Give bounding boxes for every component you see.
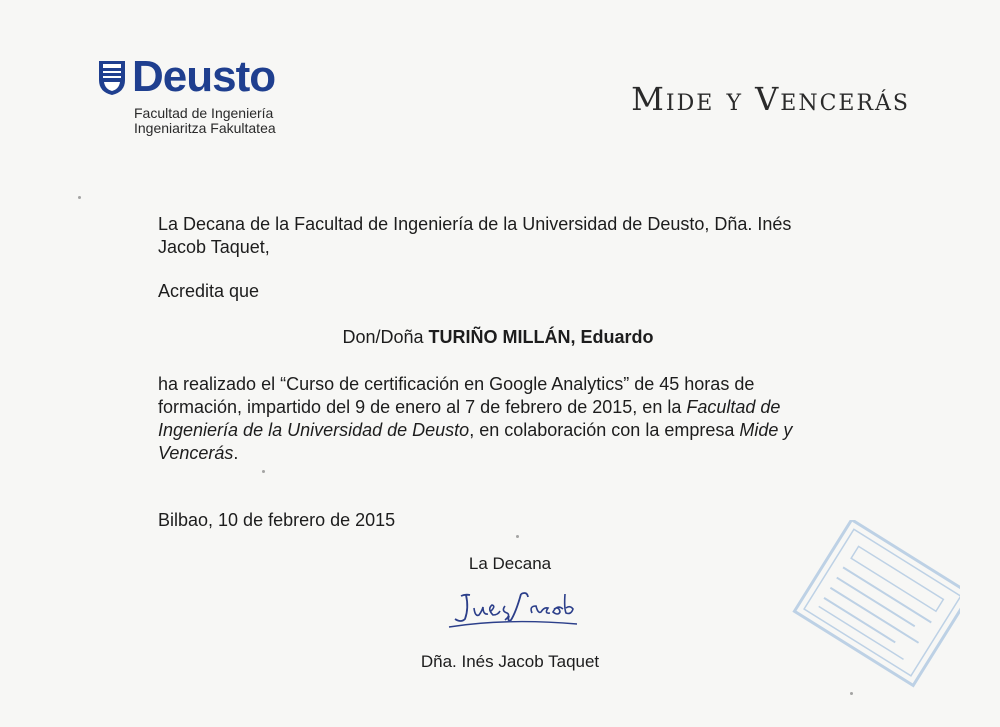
acredita-line: Acredita que [158, 281, 260, 301]
logo-wordmark: Deusto [132, 52, 276, 101]
logo-subtitle [134, 106, 276, 136]
intro-paragraph: La Decana de la Facultad de Ingeniería de la Universidad de Deusto, Dña. Inés Jacob Taquet, [158, 214, 792, 257]
signature-block [390, 554, 630, 672]
course-text-2: , en colaboración con la empresa [469, 420, 740, 440]
deusto-shield-icon [98, 60, 126, 96]
paper-speck [850, 692, 853, 695]
paper-speck [262, 470, 265, 473]
faded-stamp [790, 520, 960, 690]
course-text-3: . [233, 443, 239, 463]
logo-subtitle-line2: Ingeniaritza Fakultatea [134, 120, 276, 136]
signer-name: Dña. Inés Jacob Taquet [420, 652, 600, 671]
recipient-prefix: Don/Doña [342, 327, 429, 347]
signer-title: La Decana [468, 554, 552, 573]
recipient-name: TURIÑO MILLÁN, Eduardo [428, 327, 654, 347]
course-paragraph [158, 373, 838, 465]
recipient-line [158, 326, 838, 349]
date-line: Bilbao, 10 de febrero de 2015 [158, 510, 396, 530]
paper-speck [516, 535, 519, 538]
course-company: Mide y Vencerás [158, 420, 793, 463]
motto: Mide y Vencerás [631, 80, 910, 118]
course-text-1: ha realizado el “Curso de certificación en Google Analytics” de 45 horas de formación, impartido del 9 de enero al 7 de febrero de 2015, en la [158, 374, 755, 417]
paper-speck [78, 196, 81, 199]
course-faculty: Facultad de Ingeniería de la Universidad de Deusto [158, 397, 781, 440]
logo-subtitle-line1: Facultad de Ingeniería [134, 105, 274, 121]
handwritten-signature [425, 582, 595, 632]
